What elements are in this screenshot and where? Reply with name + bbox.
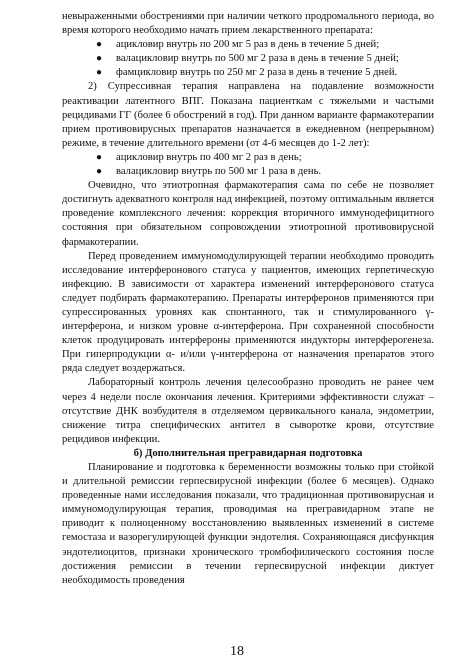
list-item: ● валацикловир внутрь по 500 мг 1 раза в день. — [62, 165, 434, 179]
episodic-therapy-list — [62, 38, 434, 80]
interferon-status-paragraph: Перед проведением иммуномодулирующей терапии необходимо проводить исследование интерферонового статуса у пациентов, имеющих герпетическую инфекцию. В зависимости от характера изменений интерферонового статуса следует подбирать фармакотерапию. Препараты интерферонов применяются при супрессированных уровнях как спонтанного, так и стимулированного γ-интерферона, и низком уровне α-интерферона. При сохраненной способности клеток продуцировать интерфероны применяются индукторы интерферогенеза. При гиперпродукции α- и/или γ-интерферона от назначения препаратов этого ряда следует воздержаться. — [62, 250, 434, 375]
section-heading: б) Дополнительная прегравидарная подготовка — [133, 447, 363, 459]
bullet-icon: ● — [96, 151, 103, 163]
list-item: ● ацикловир внутрь по 400 мг 2 раз в день; — [62, 151, 434, 165]
suppressive-therapy-paragraph: 2) Супрессивная терапия направлена на подавление возможности реактивации латентного ВПГ. Показана пациенткам с тяжелыми и частыми рецидивами ГГ (более 6 обострений в год). При данном варианте фармакотерапии прием противовирусных препаратов назначается в ежедневном (непрерывном) режиме, в течение длительного времени (от 4-6 месяцев до 1-2 лет): — [62, 81, 434, 149]
pregravid-planning-paragraph: Планирование и подготовка к беременности возможны только при стойкой и длительной ремиссии герпесвирусной инфекции (более 6 месяцев). Однако проведенные нами исследования показали, что традиционная противовирусная и иммуномодулирующая терапия, проводимая на прегравидарном этапе не приводит к полноценному восстановлению выявленных изменений в системе гемостаза и вазорегулирующей функции эндотелия. Сохраняющаяся дисфункция эндотелиоцитов, признаки хронического тромбофилического состояния после достижения ремиссии в течении герпесвирусной инфекции диктует необходимость проведения — [62, 462, 434, 586]
bullet-icon: ● — [96, 53, 103, 65]
complex-treatment-paragraph: Очевидно, что этиотропная фармакотерапия сама по себе не позволяет достигнуть адекватного контроля над инфекцией, поэтому оптимальным является проведение комплексного лечения: коррекция вторичного иммунодефицитного состояния при обязательном сопровождении этиотропной противовирусной фармакотерапии. — [62, 180, 434, 248]
page-body — [62, 10, 434, 588]
lab-control-paragraph: Лабораторный контроль лечения целесообразно проводить не ранее чем через 4 недели после окончания лечения. Критериями эффективности служат – отсутствие ДНК возбудителя в отделяемом цервикального канала, эндометрии, снижение титра специфических антител в сыворотке крови, отсутствие рецидивов инфекции. — [62, 377, 434, 445]
list-item: ● фамцикловир внутрь по 250 мг 2 раза в день в течение 5 дней. — [62, 66, 434, 80]
bullet-icon: ● — [96, 39, 103, 51]
page-number: 18 — [230, 644, 244, 659]
intro-paragraph: невыраженными обострениями при наличии четкого продромального периода, во время которого необходимо начать прием лекарственного препарата: — [62, 11, 434, 37]
list-item: ● валацикловир внутрь по 500 мг 2 раза в день в течение 5 дней; — [62, 52, 434, 66]
suppressive-therapy-list — [62, 151, 434, 179]
bullet-icon: ● — [96, 166, 103, 178]
list-item: ● ацикловир внутрь по 200 мг 5 раз в день в течение 5 дней; — [62, 38, 434, 52]
bullet-icon: ● — [96, 67, 103, 79]
